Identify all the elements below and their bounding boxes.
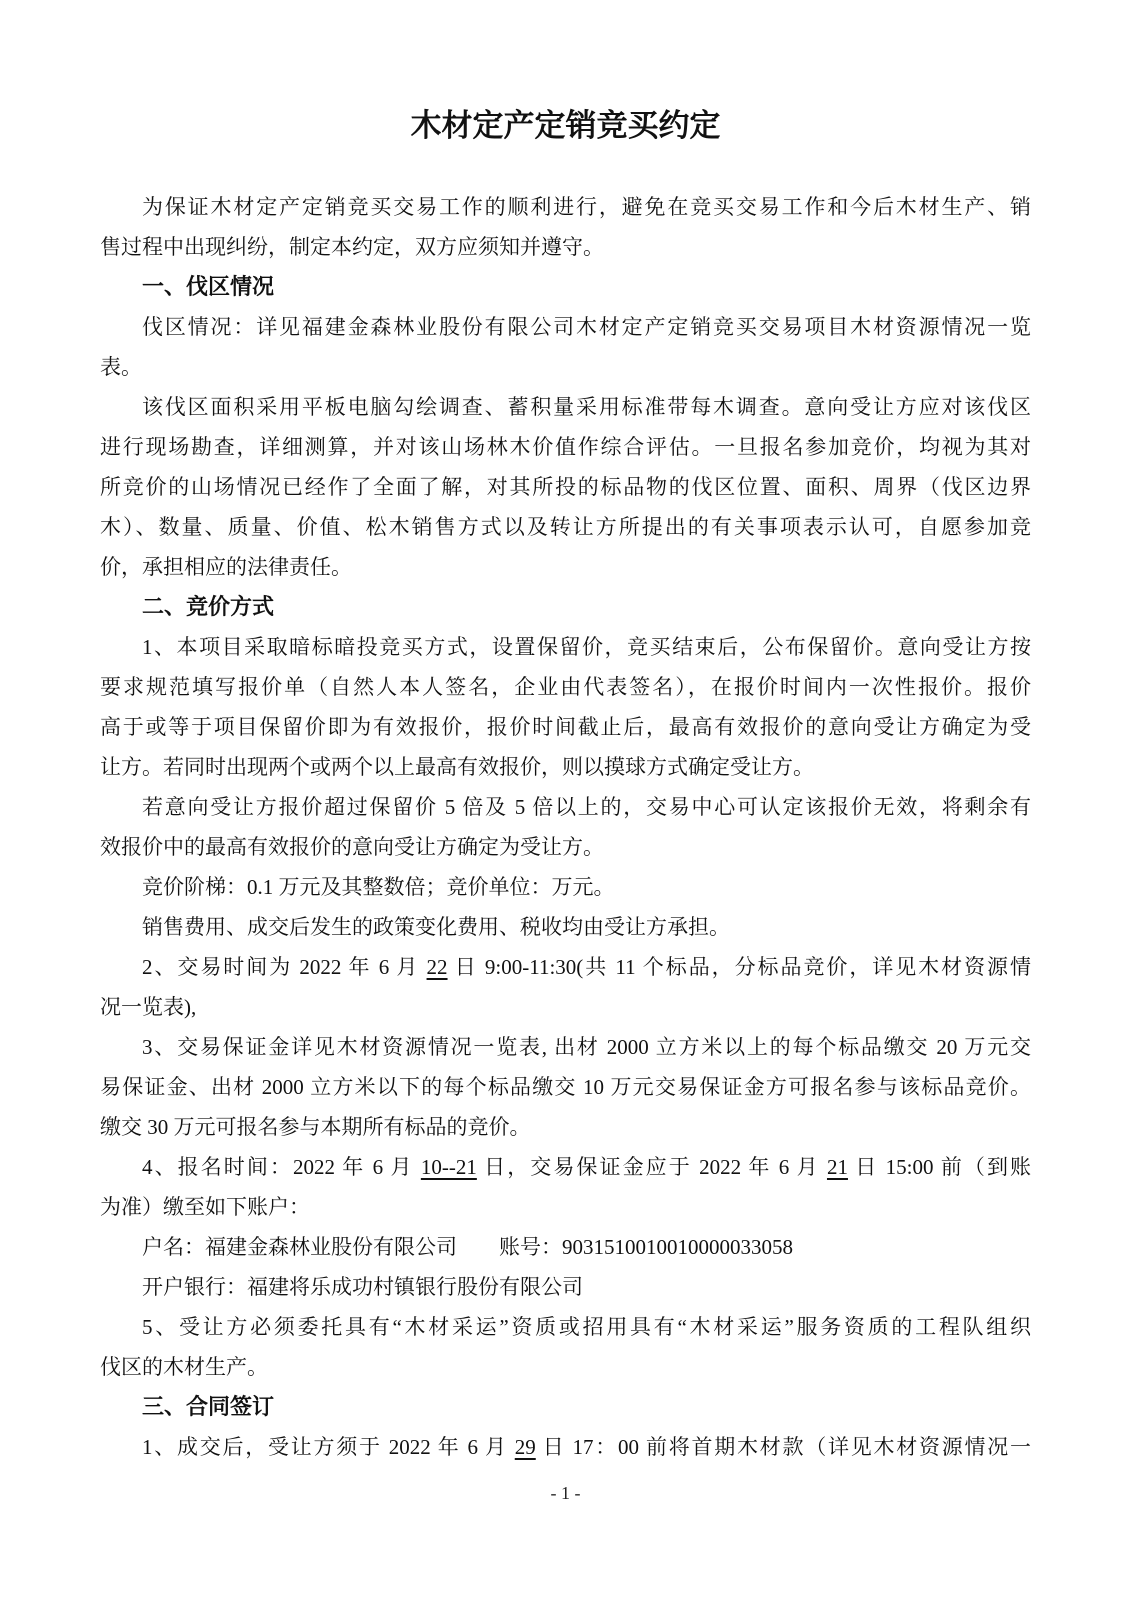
text-segment: 日 9:00-11:30(共 11 个标品，分标品竞价，详见木材资源情 [447,955,1031,979]
underlined-date: 21 [826,1155,848,1179]
paragraph-line: 销售费用、成交后发生的政策变化费用、税收均由受让方承担。 [142,915,730,939]
text-segment: 2、交易时间为 2022 年 6 月 [142,955,427,979]
text-segment: 4、报名时间：2022 年 6 月 [142,1155,421,1179]
paragraph-line: 为保证木材定产定销竞买交易工作的顺利进行，避免在竞买交易工作和今后木材生产、销 [142,195,1031,219]
paragraph-line: 竞价阶梯：0.1 万元及其整数倍；竞价单位：万元。 [142,875,615,899]
paragraph-line: 伐区的木材生产。 [100,1355,268,1379]
account-line: 户名：福建金森林业股份有限公司 账号：9031510010010000033058 [142,1235,793,1259]
document-body [100,187,1031,1467]
paragraph-line: 让方。若同时出现两个或两个以上最高有效报价，则以摸球方式确定受让方。 [100,755,814,779]
paragraph-line: 易保证金、出材 2000 立方米以下的每个标品缴交 10 万元交易保证金方可报名参与该标品竞价。 [100,1075,1031,1099]
paragraph-line: 效报价中的最高有效报价的意向受让方确定为受让方。 [100,835,604,859]
paragraph-line [100,947,1031,987]
paragraph-line [100,1427,1031,1467]
paragraph-line: 该伐区面积采用平板电脑勾绘调查、蓄积量采用标准带每木调查。意向受让方应对该伐区 [142,395,1031,419]
paragraph-line: 售过程中出现纠纷，制定本约定，双方应须知并遵守。 [100,235,604,259]
paragraph-line: 为准）缴至如下账户： [100,1195,310,1219]
paragraph-line: 价，承担相应的法律责任。 [100,555,352,579]
paragraph-line: 缴交 30 万元可报名参与本期所有标品的竞价。 [100,1115,531,1139]
paragraph-line: 进行现场勘查，详细测算，并对该山场林木价值作综合评估。一旦报名参加竞价，均视为其对 [100,435,1031,459]
paragraph-line: 5、受让方必须委托具有“木材采运”资质或招用具有“木材采运”服务资质的工程队组织 [142,1315,1031,1339]
paragraph-line: 所竞价的山场情况已经作了全面了解，对其所投的标品物的伐区位置、面积、周界（伐区边界 [100,475,1031,499]
paragraph-line [100,1147,1031,1187]
paragraph-line: 况一览表), [100,995,197,1019]
paragraph-line: 若意向受让方报价超过保留价 5 倍及 5 倍以上的，交易中心可认定该报价无效，将剩余有 [142,795,1031,819]
paragraph-line: 1、本项目采取暗标暗投竞买方式，设置保留价，竞买结束后，公布保留价。意向受让方按 [142,635,1031,659]
paragraph-line: 木）、数量、质量、价值、松木销售方式以及转让方所提出的有关事项表示认可，自愿参加竞 [100,515,1031,539]
text-segment: 1、成交后，受让方须于 2022 年 6 月 [142,1435,515,1459]
paragraph-line: 要求规范填写报价单（自然人本人签名，企业由代表签名），在报价时间内一次性报价。报价 [100,675,1031,699]
section-heading: 一、伐区情况 [142,274,275,299]
paragraph-line: 伐区情况：详见福建金森林业股份有限公司木材定产定销竞买交易项目木材资源情况一览 [142,315,1031,339]
paragraph-line: 表。 [100,355,142,379]
bank-line: 开户银行：福建将乐成功村镇银行股份有限公司 [142,1275,583,1299]
underlined-date: 29 [514,1435,536,1459]
section-heading: 三、合同签订 [142,1394,275,1419]
text-segment: 日，交易保证金应于 2022 年 6 月 [476,1155,827,1179]
paragraph-line: 3、交易保证金详见木材资源情况一览表, 出材 2000 立方米以上的每个标品缴交 20 万元交 [142,1035,1031,1059]
text-segment: 日 17：00 前将首期木材款（详见木材资源情况一 [535,1435,1031,1459]
document-title: 木材定产定销竞买约定 [410,108,721,143]
text-segment: 日 15:00 前（到账 [847,1155,1032,1179]
underlined-date: 22 [426,955,448,979]
paragraph-line: 高于或等于项目保留价即为有效报价，报价时间截止后，最高有效报价的意向受让方确定为受 [100,715,1031,739]
page-number: - 1 - [550,1483,581,1503]
section-heading: 二、竞价方式 [142,594,275,619]
underlined-date: 10--21 [420,1155,477,1179]
